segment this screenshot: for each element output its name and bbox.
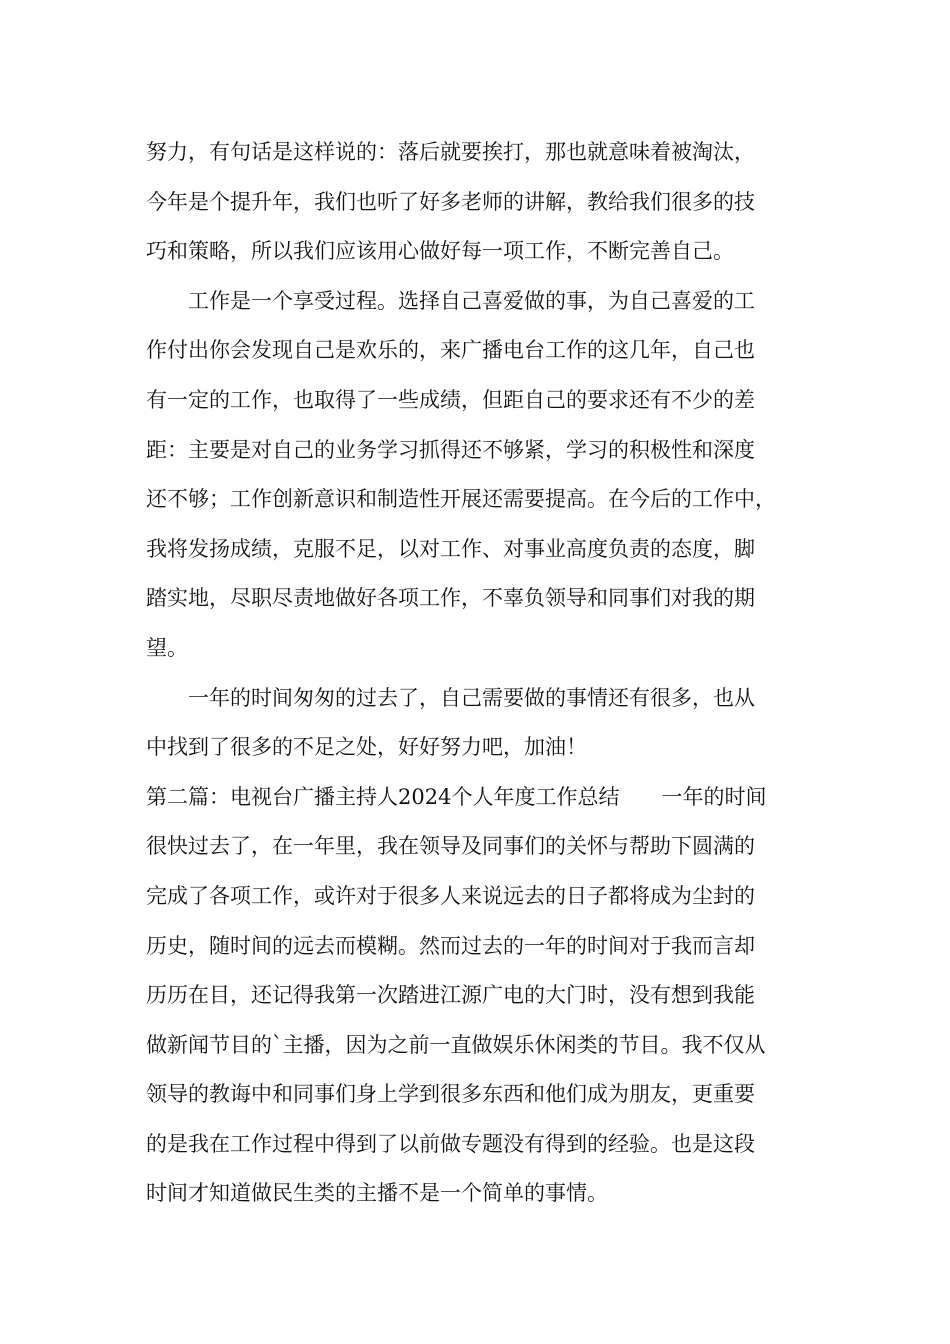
text-line: 时间才知道做民生类的主播不是一个简单的事情。 xyxy=(146,1181,608,1206)
text-line: 今年是个提升年，我们也听了好多老师的讲解，教给我们很多的技 xyxy=(146,189,755,214)
text-line: 历史，随时间的远去而模糊。然而过去的一年的时间对于我而言却 xyxy=(146,933,755,958)
text-line: 历历在目，还记得我第一次踏进江源广电的大门时，没有想到我能 xyxy=(146,983,755,1008)
text-line: 距：主要是对自己的业务学习抓得还不够紧，学习的积极性和深度 xyxy=(146,437,755,462)
section-heading-line: 第二篇：电视台广播主持人2024个人年度工作总结 一年的时间 xyxy=(146,784,767,809)
text-line: 我将发扬成绩，克服不足，以对工作、对事业高度负责的态度，脚 xyxy=(146,536,755,561)
text-line: 的是我在工作过程中得到了以前做专题没有得到的经验。也是这段 xyxy=(146,1131,755,1156)
text-line: 有一定的工作，也取得了一些成绩，但距自己的要求还有不少的差 xyxy=(146,387,755,412)
text-line: 巧和策略，所以我们应该用心做好每一项工作，不断完善自己。 xyxy=(146,239,734,264)
paragraph-start-line: 一年的时间匆匆的过去了，自己需要做的事情还有很多，也从 xyxy=(188,685,755,710)
text-line: 还不够；工作创新意识和制造性开展还需要提高。在今后的工作中， xyxy=(146,487,776,512)
text-line: 望。 xyxy=(146,635,188,660)
text-line: 作付出你会发现自己是欢乐的，来广播电台工作的这几年，自己也 xyxy=(146,338,755,363)
document-body xyxy=(146,128,836,1219)
text-line: 踏实地，尽职尽责地做好各项工作，不辜负领导和同事们对我的期 xyxy=(146,586,755,611)
text-line: 领导的教诲中和同事们身上学到很多东西和他们成为朋友，更重要 xyxy=(146,1082,755,1107)
paragraph-start-line: 工作是一个享受过程。选择自己喜爱做的事，为自己喜爱的工 xyxy=(188,288,755,313)
text-line: 很快过去了，在一年里，我在领导及同事们的关怀与帮助下圆满的 xyxy=(146,834,755,859)
text-line: 努力，有句话是这样说的：落后就要挨打，那也就意味着被淘汰， xyxy=(146,140,755,164)
text-line: 做新闻节目的`主播，因为之前一直做娱乐休闲类的节目。我不仅从 xyxy=(146,1032,766,1057)
text-line: 完成了各项工作，或许对于很多人来说远去的日子都将成为尘封的 xyxy=(146,883,755,908)
text-line: 中找到了很多的不足之处，好好努力吧，加油！ xyxy=(146,735,587,760)
